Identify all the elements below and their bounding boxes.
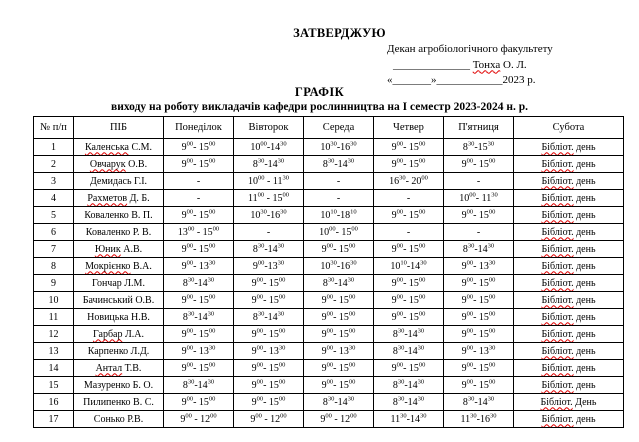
time-cell: $9^{00}-$ $15^{00}$ <box>234 377 304 394</box>
misspelled-word: Бібліот. <box>541 294 574 306</box>
column-header: Четвер <box>374 117 444 139</box>
misspelled-word: Бібліот. <box>541 311 574 323</box>
row-number-cell: 10 <box>34 292 74 309</box>
time-cell: $9^{00}-$ $15^{00}$ <box>444 292 514 309</box>
saturday-cell: Бібліот. день <box>514 258 624 275</box>
date-line <box>387 73 553 89</box>
time-cell: $8^{30}-14^{30}$ <box>374 326 444 343</box>
misspelled-word: Бібліот. <box>541 260 574 272</box>
table-row <box>34 343 624 360</box>
header-row <box>34 117 624 139</box>
time-cell: $8^{30}-14^{30}$ <box>234 156 304 173</box>
row-number-cell: 12 <box>34 326 74 343</box>
teacher-name-cell: Бачинський О.В. <box>74 292 164 309</box>
time-cell: $16^{30}-$ $20^{00}$ <box>374 173 444 190</box>
saturday-cell: Бібліот. День <box>514 394 624 411</box>
misspelled-word: Бібліот. <box>541 192 574 204</box>
time-cell: $9^{00}-$ $15^{00}$ <box>444 156 514 173</box>
time-cell: $9^{00}-$ $15^{00}$ <box>304 377 374 394</box>
dean-title-line: Декан агробіологічного факультету <box>387 43 553 55</box>
dean-surname: Тонха <box>472 58 501 71</box>
time-cell: - <box>374 224 444 241</box>
saturday-cell: Бібліот. день <box>514 224 624 241</box>
row-number-cell: 16 <box>34 394 74 411</box>
time-cell: $9^{00}-$ $15^{00}$ <box>374 207 444 224</box>
table-row <box>34 173 624 190</box>
teacher-name-cell: Мокрієнко В.А. <box>74 258 164 275</box>
teacher-name-cell: Гончар Л.М. <box>74 275 164 292</box>
teacher-name-cell: Коваленко В. П. <box>74 207 164 224</box>
saturday-cell: Бібліот. день <box>514 292 624 309</box>
time-cell: $8^{30}-14^{30}$ <box>374 394 444 411</box>
time-cell: $9^{00}-$ $15^{00}$ <box>374 309 444 326</box>
time-cell: $9^{00}-$ $13^{30}$ <box>444 343 514 360</box>
signature-blank: ______________ <box>393 58 470 71</box>
saturday-cell: Бібліот. день <box>514 326 624 343</box>
table-row <box>34 224 624 241</box>
time-cell: $10^{00}-14^{30}$ <box>234 139 304 156</box>
row-number-cell: 2 <box>34 156 74 173</box>
time-cell: $9^{00}-$ $15^{00}$ <box>164 156 234 173</box>
time-cell: $9^{00}-$ $15^{00}$ <box>164 241 234 258</box>
saturday-cell: Бібліот. день <box>514 309 624 326</box>
time-cell: $9^{00}-$ $15^{00}$ <box>444 207 514 224</box>
row-number-cell: 5 <box>34 207 74 224</box>
time-cell: $9^{00}-$ $15^{00}$ <box>164 326 234 343</box>
column-header: П'ятниця <box>444 117 514 139</box>
teacher-name-cell: Карпенко Л.Д. <box>74 343 164 360</box>
row-number-cell: 8 <box>34 258 74 275</box>
time-cell: $8^{30}-14^{30}$ <box>304 275 374 292</box>
time-cell: $8^{30}-14^{30}$ <box>304 394 374 411</box>
row-number-cell: 17 <box>34 411 74 428</box>
row-number-cell: 13 <box>34 343 74 360</box>
teacher-name-cell: Юник А.В. <box>74 241 164 258</box>
time-cell: $8^{30}-14^{30}$ <box>234 309 304 326</box>
column-header: Вівторок <box>234 117 304 139</box>
table-row <box>34 241 624 258</box>
teacher-name-cell: Антал Т.В. <box>74 360 164 377</box>
time-cell: $9^{00}-$ $15^{00}$ <box>164 207 234 224</box>
time-cell: $8^{30}-14^{30}$ <box>304 156 374 173</box>
table-row <box>34 258 624 275</box>
table-row <box>34 377 624 394</box>
time-cell: - <box>234 224 304 241</box>
time-cell: $11^{30}-16^{30}$ <box>444 411 514 428</box>
row-number-cell: 4 <box>34 190 74 207</box>
table-row <box>34 292 624 309</box>
approve-heading: ЗАТВЕРДЖУЮ <box>293 26 386 40</box>
table-row <box>34 360 624 377</box>
time-cell: - <box>304 190 374 207</box>
column-header: Понеділок <box>164 117 234 139</box>
time-cell: $8^{30}-15^{30}$ <box>444 139 514 156</box>
time-cell: $9^{00}-$ $15^{00}$ <box>374 360 444 377</box>
saturday-cell: Бібліот. день <box>514 156 624 173</box>
misspelled-word: Бібліот. <box>541 413 574 425</box>
saturday-cell: Бібліот. день <box>514 275 624 292</box>
time-cell: $9^{00}-$ $15^{00}$ <box>304 326 374 343</box>
row-number-cell: 14 <box>34 360 74 377</box>
time-cell: $9^{00}-$ $15^{00}$ <box>444 275 514 292</box>
misspelled-word: Бібліот. <box>541 328 574 340</box>
time-cell: $9^{00}-$ $15^{00}$ <box>234 326 304 343</box>
misspelled-word: Бібліот. <box>541 362 574 374</box>
row-number-cell: 6 <box>34 224 74 241</box>
time-cell: $9^{00}-$ $15^{00}$ <box>164 394 234 411</box>
row-number-cell: 3 <box>34 173 74 190</box>
signature-line <box>387 58 553 74</box>
misspelled-word: Бібліот. <box>541 243 574 255</box>
saturday-cell: Бібліот. день <box>514 190 624 207</box>
time-cell: $8^{30}-14^{30}$ <box>164 275 234 292</box>
teacher-name-cell: Овчарук О.В. <box>74 156 164 173</box>
time-cell: $10^{30}-16^{30}$ <box>234 207 304 224</box>
saturday-cell: Бібліот. день <box>514 377 624 394</box>
time-cell: $9^{00}-$ $15^{00}$ <box>374 292 444 309</box>
time-cell: $9^{00}-$ $13^{30}$ <box>164 258 234 275</box>
time-cell: $9^{00}-$ $15^{00}$ <box>444 360 514 377</box>
time-cell: $9^{00}-$ $15^{00}$ <box>304 241 374 258</box>
schedule-table <box>33 116 624 428</box>
time-cell: $9^{00}-$ $13^{30}$ <box>304 343 374 360</box>
misspelled-surname: Овчарук <box>89 158 126 170</box>
teacher-name-cell: Коваленко Р. В. <box>74 224 164 241</box>
misspelled-word: Бібліот. <box>541 209 574 221</box>
time-cell: $8^{30}-14^{30}$ <box>374 343 444 360</box>
time-cell: $10^{10}-18^{10}$ <box>304 207 374 224</box>
table-header <box>34 117 624 139</box>
time-cell: $9^{00}-$ $15^{00}$ <box>304 360 374 377</box>
misspelled-surname: Рахметов <box>87 192 128 204</box>
misspelled-surname: Мокрієнко <box>85 260 131 272</box>
time-cell: $9^{00}-$ $15^{00}$ <box>374 275 444 292</box>
time-cell: $9^{00}-$ $15^{00}$ <box>164 360 234 377</box>
saturday-cell: Бібліот. день <box>514 360 624 377</box>
time-cell: - <box>304 173 374 190</box>
table-row <box>34 326 624 343</box>
misspelled-word: Бібліот. <box>540 396 573 408</box>
time-cell: $9^{00}-$ $15^{00}$ <box>164 292 234 309</box>
misspelled-word: Бібліот. <box>541 175 574 187</box>
misspelled-surname: Юник <box>94 243 121 255</box>
misspelled-word: Бібліот. <box>541 226 574 238</box>
teacher-name-cell: Гарбар Л.А. <box>74 326 164 343</box>
row-number-cell: 7 <box>34 241 74 258</box>
teacher-name-cell: Мазуренко Б. О. <box>74 377 164 394</box>
time-cell: $11^{30}-14^{30}$ <box>374 411 444 428</box>
time-cell: $13^{00} - 15^{00}$ <box>164 224 234 241</box>
time-cell: - <box>164 173 234 190</box>
saturday-cell: Бібліот. день <box>514 343 624 360</box>
time-cell: $9^{00} - 12^{00}$ <box>304 411 374 428</box>
time-cell: - <box>444 173 514 190</box>
misspelled-surname: Гарбар <box>92 328 123 340</box>
time-cell: $8^{30}-14^{30}$ <box>164 309 234 326</box>
column-header: Субота <box>514 117 624 139</box>
time-cell: $9^{00}-$ $15^{00}$ <box>444 326 514 343</box>
time-cell: $11^{00} - 15^{00}$ <box>234 190 304 207</box>
dean-initials: О. Л. <box>500 58 527 71</box>
time-cell: $8^{30}-14^{30}$ <box>444 394 514 411</box>
time-cell: $9^{00}-$ $15^{00}$ <box>304 309 374 326</box>
row-number-cell: 15 <box>34 377 74 394</box>
time-cell: $10^{00} - 11^{30}$ <box>234 173 304 190</box>
time-cell: $8^{30}-14^{30}$ <box>164 377 234 394</box>
time-cell: $10^{30}-16^{30}$ <box>304 258 374 275</box>
date-year: 2023 р. <box>502 74 536 86</box>
teacher-name-cell: Сонько Р.В. <box>74 411 164 428</box>
time-cell: $9^{00}-$ $15^{00}$ <box>374 156 444 173</box>
row-number-cell: 11 <box>34 309 74 326</box>
time-cell: $9^{00}-$ $13^{30}$ <box>234 343 304 360</box>
time-cell: $9^{00} - 12^{00}$ <box>164 411 234 428</box>
row-number-cell: 1 <box>34 139 74 156</box>
time-cell: $9^{00}-$ $15^{00}$ <box>444 309 514 326</box>
time-cell: $10^{00}-$ $11^{30}$ <box>444 190 514 207</box>
page-title: ГРАФІК <box>294 85 345 99</box>
time-cell: $9^{00}-$ $15^{00}$ <box>234 360 304 377</box>
misspelled-word: Бібліот. <box>541 277 574 289</box>
teacher-name-cell: Демидась Г.І. <box>74 173 164 190</box>
time-cell: $9^{00}-$ $15^{00}$ <box>374 139 444 156</box>
table-row <box>34 309 624 326</box>
time-cell: $9^{00}-$ $15^{00}$ <box>374 241 444 258</box>
time-cell: $9^{00}-$ $15^{00}$ <box>234 275 304 292</box>
table-row <box>34 275 624 292</box>
saturday-cell: Бібліот. день <box>514 139 624 156</box>
table-body <box>34 139 624 428</box>
column-header: Середа <box>304 117 374 139</box>
time-cell: $9^{00} - 12^{00}$ <box>234 411 304 428</box>
teacher-name-cell: Рахметов Д. Б. <box>74 190 164 207</box>
misspelled-surname: Каленська <box>84 141 129 153</box>
saturday-cell: Бібліот. день <box>514 207 624 224</box>
time-cell: $9^{00}-$ $13^{30}$ <box>444 258 514 275</box>
column-header: ПІБ <box>74 117 164 139</box>
time-cell: $9^{00}-$ $15^{00}$ <box>444 377 514 394</box>
saturday-cell: Бібліот. день <box>514 241 624 258</box>
teacher-name-cell: Пилипенко В. С. <box>74 394 164 411</box>
date-blank: ____________ <box>436 74 503 86</box>
time-cell: $9^{00}-$ $15^{00}$ <box>304 292 374 309</box>
time-cell: - <box>374 190 444 207</box>
misspelled-word: Бібліот. <box>541 158 574 170</box>
teacher-name-cell: Каленська С.М. <box>74 139 164 156</box>
table-row <box>34 190 624 207</box>
time-cell: - <box>444 224 514 241</box>
saturday-cell: Бібліот. день <box>514 173 624 190</box>
page-subtitle: виходу на роботу викладачів кафедри рослинництва на І семестр 2023-2024 н. р. <box>111 101 528 113</box>
time-cell: $9^{00}-13^{30}$ <box>234 258 304 275</box>
misspelled-word: Бібліот. <box>541 345 574 357</box>
time-cell: $9^{00}-$ $15^{00}$ <box>164 139 234 156</box>
time-cell: $9^{00}-$ $15^{00}$ <box>234 394 304 411</box>
date-open-quote: «_______» <box>387 74 437 86</box>
misspelled-surname: Антал <box>95 362 123 374</box>
saturday-cell: Бібліот. день <box>514 411 624 428</box>
table-row <box>34 394 624 411</box>
teacher-name-cell: Новицька Н.В. <box>74 309 164 326</box>
time-cell: $10^{30}-16^{30}$ <box>304 139 374 156</box>
row-number-cell: 9 <box>34 275 74 292</box>
approval-block <box>387 42 553 89</box>
column-header: № п/п <box>34 117 74 139</box>
misspelled-word: Бібліот. <box>541 141 574 153</box>
time-cell: $10^{00}-$ $15^{00}$ <box>304 224 374 241</box>
time-cell: $8^{30}-14^{30}$ <box>374 377 444 394</box>
table-row <box>34 207 624 224</box>
misspelled-word: Бібліот. <box>541 379 574 391</box>
time-cell: $9^{00}-$ $13^{30}$ <box>164 343 234 360</box>
table-row <box>34 156 624 173</box>
time-cell: - <box>164 190 234 207</box>
time-cell: $10^{10}-14^{30}$ <box>374 258 444 275</box>
time-cell: $8^{30}-14^{30}$ <box>234 241 304 258</box>
table-row <box>34 139 624 156</box>
time-cell: $8^{30}-14^{30}$ <box>444 241 514 258</box>
table-row <box>34 411 624 428</box>
time-cell: $9^{00}-$ $15^{00}$ <box>234 292 304 309</box>
